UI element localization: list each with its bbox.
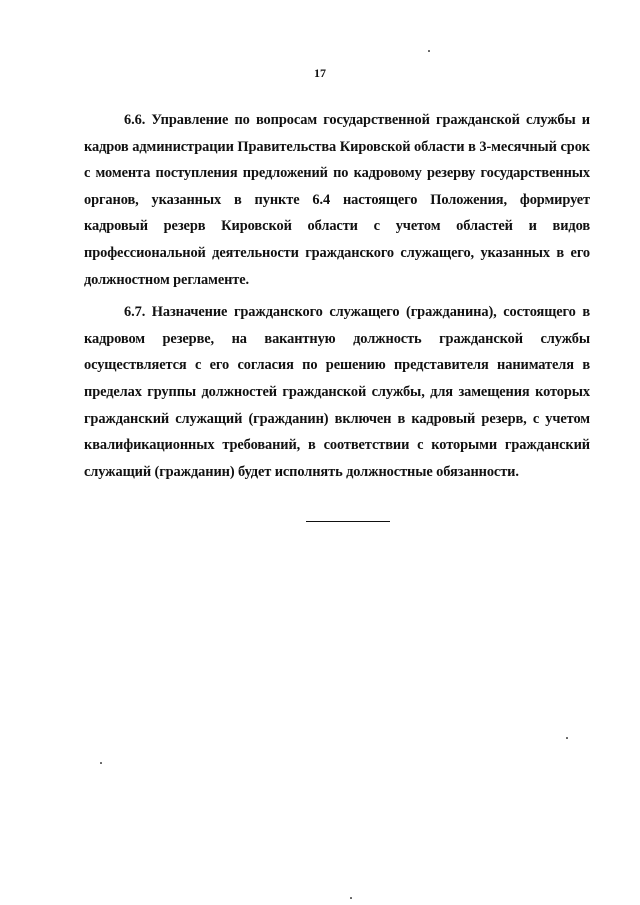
scan-speck [428,50,430,52]
scan-speck [350,897,352,899]
paragraph-6-7: 6.7. Назначение гражданского служащего (гражданина), состоящего в кадровом резерве, на вакантную должность гражданской службы осуществляется с его согласия по решению представителя нанимателя в пределах группы должностей гражданской службы, для замещения которых гражданский служащий (гражданин) включен в кадровый резерв, с учетом квалификационных требований, в соответствии с которыми гражданский служащий (гражданин) будет исполнять должностные обязанности. [84,304,590,480]
document-body [84,107,590,485]
end-of-text-rule [306,521,390,522]
scan-speck [100,762,102,764]
scan-speck [566,737,568,739]
page-number: 17 [314,66,326,80]
paragraph-6-6: 6.6. Управление по вопросам государственной гражданской службы и кадров администрации Правительства Кировской области в 3-месячный срок с момента поступления предложений по кадровому резерву государственных органов, указанных в пункте 6.4 настоящего Положения, формирует кадровый резерв Кировской области с учетом областей и видов профессиональной деятельности гражданского служащего, указанных в его должностном регламенте. [84,112,590,288]
